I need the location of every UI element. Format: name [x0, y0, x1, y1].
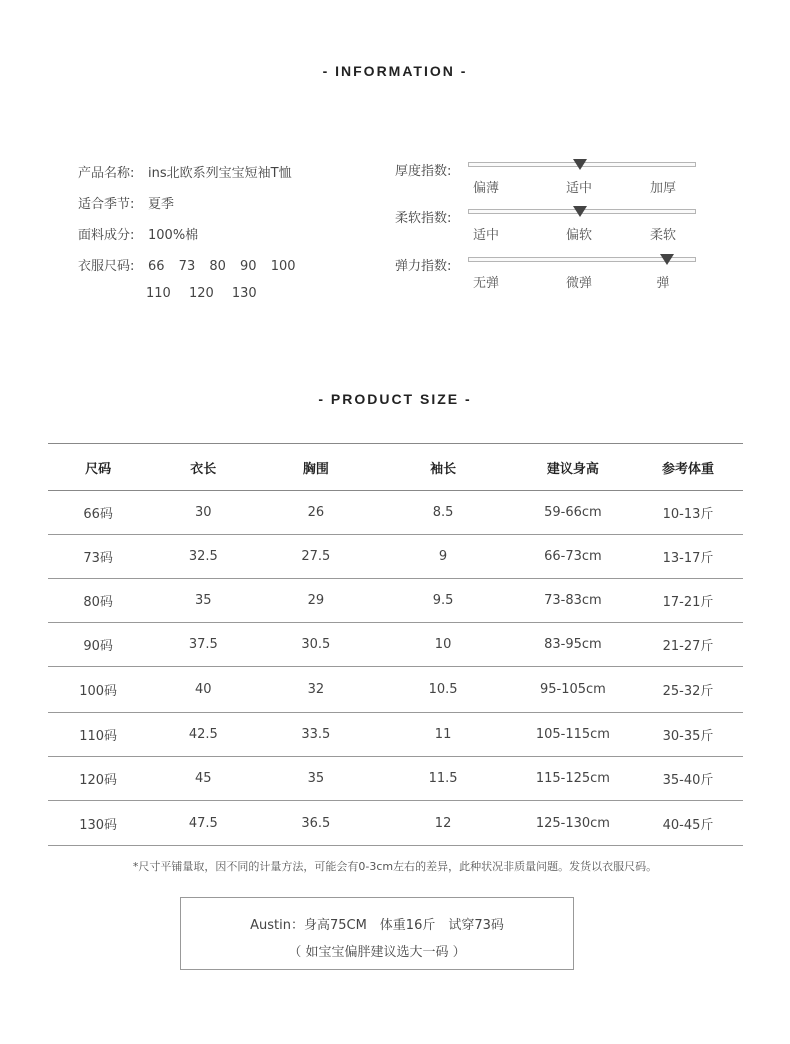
scale-marker-icon	[660, 254, 674, 265]
product-name-label: 产品名称:	[78, 166, 135, 181]
table-cell: 80码	[48, 579, 148, 623]
model-info-box	[180, 897, 574, 970]
table-cell: 83-95cm	[513, 623, 633, 667]
table-cell: 32.5	[148, 535, 258, 579]
table-cell: 30-35斤	[633, 713, 743, 757]
table-row	[48, 491, 743, 535]
scale-marker-icon	[573, 159, 587, 170]
product-size-title: - PRODUCT SIZE -	[318, 391, 472, 407]
table-cell: 12	[373, 801, 512, 846]
table-cell: 33.5	[258, 713, 373, 757]
sizes-row	[78, 255, 296, 274]
scale-label: 弹力指数:	[395, 259, 452, 274]
table-cell: 17-21斤	[633, 579, 743, 623]
model-info-line2: （ 如宝宝偏胖建议选大一码 ）	[288, 945, 466, 960]
table-cell: 100码	[48, 667, 148, 713]
table-cell: 35	[258, 757, 373, 801]
column-header: 胸围	[258, 444, 373, 491]
table-cell: 120码	[48, 757, 148, 801]
table-cell: 90码	[48, 623, 148, 667]
table-cell: 30	[148, 491, 258, 535]
table-row	[48, 623, 743, 667]
table-cell: 95-105cm	[513, 667, 633, 713]
table-cell: 125-130cm	[513, 801, 633, 846]
table-cell: 35-40斤	[633, 757, 743, 801]
table-cell: 25-32斤	[633, 667, 743, 713]
table-row	[48, 667, 743, 713]
table-cell: 47.5	[148, 801, 258, 846]
table-cell: 11	[373, 713, 512, 757]
table-row	[48, 579, 743, 623]
table-cell: 66-73cm	[513, 535, 633, 579]
season-row	[78, 193, 174, 212]
table-cell: 9	[373, 535, 512, 579]
scale-option: 偏薄	[472, 181, 499, 196]
column-header: 建议身高	[513, 444, 633, 491]
information-title: - INFORMATION -	[322, 63, 468, 79]
table-cell: 110码	[48, 713, 148, 757]
table-row	[48, 801, 743, 846]
product-name-value: ins北欧系列宝宝短袖T恤	[148, 166, 292, 181]
table-cell: 66码	[48, 491, 148, 535]
column-header: 袖长	[373, 444, 512, 491]
table-cell: 27.5	[258, 535, 373, 579]
scale-label: 柔软指数:	[395, 211, 452, 226]
size-table-header	[48, 444, 743, 491]
table-cell: 59-66cm	[513, 491, 633, 535]
sizes-label: 衣服尺码:	[78, 259, 135, 274]
scale-option: 适中	[565, 181, 592, 196]
table-cell: 21-27斤	[633, 623, 743, 667]
scale-option: 弹	[656, 276, 670, 291]
season-value: 夏季	[148, 197, 175, 212]
season-label: 适合季节:	[78, 197, 135, 212]
model-info-line1: Austin：身高75CM 体重16斤 试穿73码	[250, 918, 504, 933]
sizes-line1: 66 73 80 90 100	[148, 259, 296, 274]
table-cell: 32	[258, 667, 373, 713]
table-cell: 36.5	[258, 801, 373, 846]
table-cell: 40-45斤	[633, 801, 743, 846]
scale-option: 柔软	[649, 228, 676, 243]
scale-marker-icon	[573, 206, 587, 217]
table-cell: 13-17斤	[633, 535, 743, 579]
scale-option: 无弹	[472, 276, 499, 291]
scale-label: 厚度指数:	[395, 164, 452, 179]
table-cell: 26	[258, 491, 373, 535]
measurement-note: *尺寸平铺量取，因不同的计量方法，可能会有0-3cm左右的差异，此种状况非质量问题。发货以衣服尺码。	[132, 860, 658, 873]
table-cell: 10	[373, 623, 512, 667]
table-row	[48, 535, 743, 579]
size-table	[48, 443, 743, 846]
table-cell: 35	[148, 579, 258, 623]
table-cell: 8.5	[373, 491, 512, 535]
table-cell: 115-125cm	[513, 757, 633, 801]
scale-option: 适中	[472, 228, 499, 243]
table-row	[48, 757, 743, 801]
scale-option: 加厚	[649, 181, 676, 196]
table-cell: 42.5	[148, 713, 258, 757]
size-table-body	[48, 491, 743, 846]
table-cell: 29	[258, 579, 373, 623]
scale-option: 偏软	[565, 228, 592, 243]
fabric-value: 100%棉	[148, 228, 199, 243]
table-cell: 40	[148, 667, 258, 713]
table-cell: 10.5	[373, 667, 512, 713]
table-cell: 130码	[48, 801, 148, 846]
column-header: 衣长	[148, 444, 258, 491]
product-name-row	[78, 162, 292, 181]
table-cell: 9.5	[373, 579, 512, 623]
fabric-row	[78, 224, 198, 243]
column-header: 尺码	[48, 444, 148, 491]
table-cell: 37.5	[148, 623, 258, 667]
scale-option: 微弹	[565, 276, 592, 291]
table-row	[48, 713, 743, 757]
table-cell: 73-83cm	[513, 579, 633, 623]
table-cell: 45	[148, 757, 258, 801]
table-cell: 10-13斤	[633, 491, 743, 535]
table-cell: 30.5	[258, 623, 373, 667]
table-cell: 105-115cm	[513, 713, 633, 757]
table-cell: 11.5	[373, 757, 512, 801]
sizes-line2: 110 120 130	[146, 286, 257, 301]
column-header: 参考体重	[633, 444, 743, 491]
fabric-label: 面料成分:	[78, 228, 135, 243]
table-cell: 73码	[48, 535, 148, 579]
